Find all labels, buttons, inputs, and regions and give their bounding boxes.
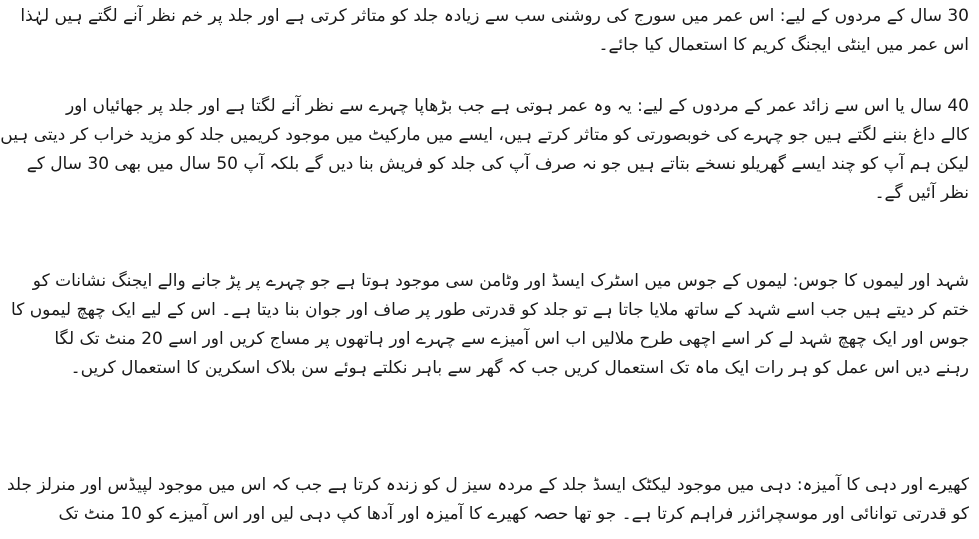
paragraph-honey-lemon	[11, 267, 969, 383]
paragraph-line: جوس اور ایک چھچ شہد لے کر اسے اچھی طرح ملالیں اب اس آمیزے سے چہرے اور ہاتھوں پر مساج کریں اور اسے 20 منٹ تک لگا	[54, 329, 969, 349]
paragraph-cucumber-yogurt	[6, 471, 969, 529]
paragraph-line: رہنے دیں اس عمل کو ہر رات ایک ماہ تک استعمال کریں جب کہ گھر سے باہر نکلتے ہوئے سن بلاک اسکرین کا استعمال کریں۔	[70, 358, 969, 378]
paragraph-line: ختم کر دیتے ہیں جب اسے شہد کے ساتھ ملایا جاتا ہے تو جلد کو قدرتی طور پر صاف اور جوان بنا دیتا ہے۔ اس کے لیے ایک چھچ لیموں کا	[11, 300, 969, 320]
paragraph-line: 40 سال یا اس سے زائد عمر کے مردوں کے لیے: یہ وہ عمر ہوتی ہے جب بڑھاپا چہرے سے نظر آنے لگتا ہے اور جلد پر جھائیاں اور	[65, 96, 969, 116]
paragraph-line: کالے داغ بننے لگتے ہیں جو چہرے کی خوبصورتی کو متاثر کرتے ہیں، ایسے میں مارکیٹ میں موجود کریمیں جلد کو مزید خراب کر دیتی ہیں	[0, 125, 969, 145]
paragraph-30-years-men	[20, 2, 969, 60]
paragraph-40-years-men	[0, 92, 969, 208]
paragraph-line: لیکن ہم آپ کو چند ایسے گھریلو نسخے بتاتے ہیں جو نہ صرف آپ کی جلد کو فریش بنا دیں گے بلکہ آپ 50 سال میں بھی 30 سال کے	[26, 154, 969, 174]
paragraph-line: نظر آئیں گے۔	[874, 183, 969, 203]
paragraph-line: 30 سال کے مردوں کے لیے: اس عمر میں سورج کی روشنی سب سے زیادہ جلد کو متاثر کرتی ہے اور جلد پر خم نظر آنے لگتے ہیں لہٰذا	[20, 6, 969, 26]
paragraph-line: کو قدرتی توانائی اور موسچرائزر فراہم کرتا ہے۔ جو تھا حصہ کھیرے کا آمیزہ اور آدھا کپ دہی لیں اور اس آمیزے کو 10 منٹ تک	[58, 504, 969, 524]
paragraph-line: شہد اور لیموں کا جوس: لیموں کے جوس میں اسٹرک ایسڈ اور وٹامن سی موجود ہوتا ہے جو چہرے پر پڑ جانے والے ایجنگ نشانات کو	[32, 271, 969, 291]
paragraph-line: کھیرے اور دہی کا آمیزہ: دہی میں موجود لیکٹک ایسڈ جلد کے مردہ سیز ل کو زندہ کرتا ہے جب کہ اس میں موجود لپیڈس اور منرلز جلد	[6, 475, 969, 495]
paragraph-line: اس عمر میں اینٹی ایجنگ کریم کا استعمال کیا جائے۔	[598, 35, 969, 55]
